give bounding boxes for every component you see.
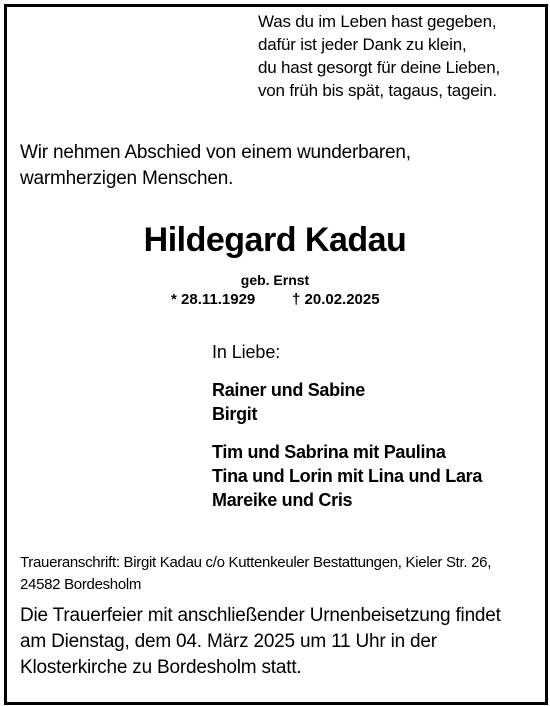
intro-text — [20, 140, 411, 192]
intro-line: warmherzigen Menschen. — [20, 168, 234, 189]
mourning-address: Traueranschrift: Birgit Kadau c/o Kuttenkeuler Bestattungen, Kieler Str. 26, 24582 Bordesholm — [20, 554, 492, 593]
ceremony-line: am Dienstag, dem 04. März 2025 um 11 Uhr in der — [20, 631, 437, 652]
mourners-label: In Liebe: — [212, 342, 281, 362]
birth-name: geb. Ernst — [240, 272, 310, 288]
mourner-line: Tim und Sabrina mit Paulina — [212, 442, 446, 462]
poem-line: dafür ist jeder Dank zu klein, — [258, 35, 467, 54]
mourners-group-grandchildren — [212, 440, 482, 512]
mourners-section — [212, 340, 482, 512]
ceremony-line: Die Trauerfeier mit anschließender Urnenbeisetzung findet — [20, 605, 501, 626]
birth-date: * 28.11.1929 — [171, 291, 256, 308]
poem — [258, 10, 500, 102]
mourners-group-children — [212, 378, 482, 426]
poem-line: Was du im Leben hast gegeben, — [258, 12, 497, 31]
intro-line: Wir nehmen Abschied von einem wunderbaren, — [20, 142, 411, 163]
deceased-name: Hildegard Kadau — [143, 221, 407, 259]
mourner-line: Tina und Lorin mit Lina und Lara — [212, 466, 483, 486]
death-date: † 20.02.2025 — [292, 291, 380, 308]
ceremony-line: Klosterkirche zu Bordesholm statt. — [20, 657, 302, 678]
ceremony-info — [20, 603, 535, 681]
mourner-line: Birgit — [212, 404, 258, 424]
mourner-line: Mareike und Cris — [212, 490, 353, 510]
mourner-line: Rainer und Sabine — [212, 380, 365, 400]
poem-line: du hast gesorgt für deine Lieben, — [258, 58, 500, 77]
poem-line: von früh bis spät, tagaus, tagein. — [258, 81, 497, 100]
